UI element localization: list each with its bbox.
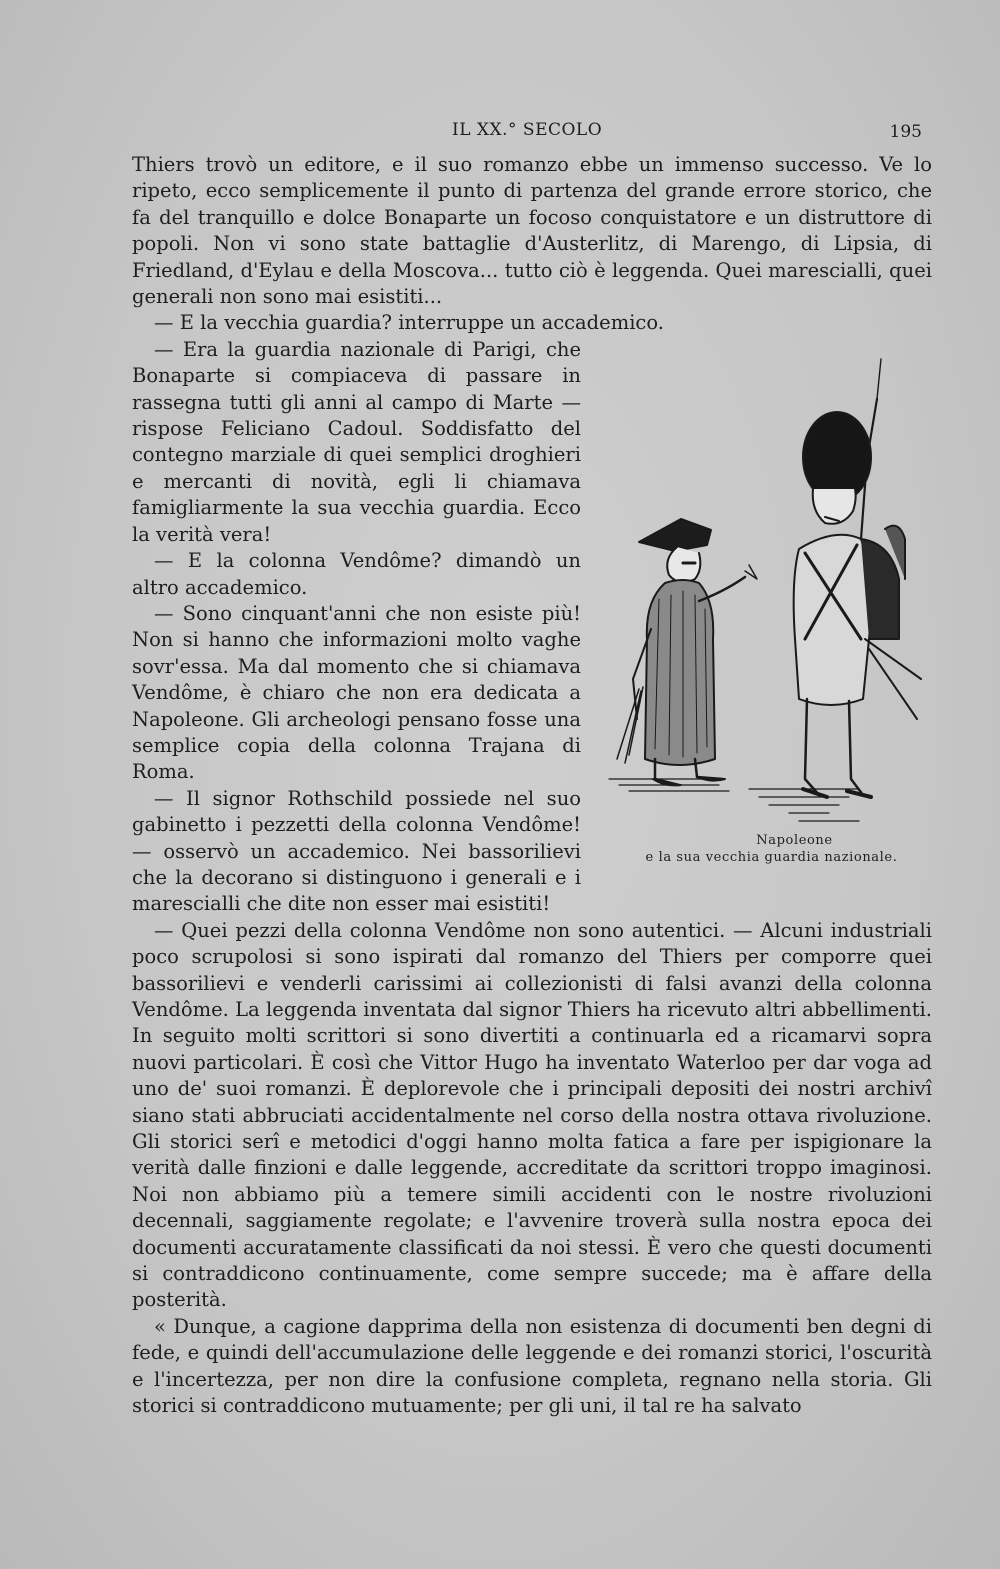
paragraph: — E la colonna Vendôme? dimandò un altro accademico.	[132, 549, 581, 599]
paragraph: — E la vecchia guardia? interruppe un accademico.	[154, 311, 664, 335]
body-text	[132, 152, 932, 1420]
illustration-figure	[599, 339, 944, 879]
page-number: 195	[889, 122, 922, 142]
paragraph: — Quei pezzi della colonna Vendôme non sono autentici. — Alcuni industriali poco scrupolosi si sono ispirati dal romanzo del Thiers per comporre quei bassorilievi e venderli carissimi ai collezionisti di falsi avanzi della colonna Vendôme. La leggenda inventata dal signor Thiers ha ricevuto altri abbellimenti. In seguito molti scrittori si sono divertiti a continuarla ed a ricamarvi sopra nuovi particolari. È così che Vittor Hugo ha inventato Waterloo per dar voga ad uno de' suoi romanzi. È deplorevole che i principali depositi dei nostri archivî siano stati abbruciati accidentalmente nel corso della nostra ottava rivoluzione. Gli storici serî e metodici d'oggi hanno molta fatica a fare per ispigionare la verità dalle finzioni e dalle leggende, accreditate da scrittori troppo imaginosi. Noi non abbiamo più a temere simili accidenti con le nostre rivoluzioni decennali, saggiamente regolate; e l'avvenire troverà sulla nostra epoca dei documenti accuratamente classificati da noi stessi. È vero che questi documenti si contraddicono continuamente, come sempre succede; ma è affare della posterità.	[132, 918, 932, 1312]
guard-figure	[794, 359, 921, 797]
caption-line-2: e la sua vecchia guardia nazionale.	[645, 849, 898, 865]
paragraph: « Dunque, a cagione dapprima della non esistenza di documenti ben degni di fede, e quindi dell'accumulazione delle leggende e dei romanzi storici, l'oscurità e l'incertezza, per non dire la confusione completa, regnano nella storia. Gli storici si contraddicono mutuamente; per gli uni, il tal re ha salvato	[132, 1314, 932, 1418]
napoleone-illustration	[599, 339, 944, 829]
paragraph: — Era la guardia nazionale di Parigi, che Bonaparte si compiaceva di passare in rassegna tutti gli anni al campo di Marte — rispose Feliciano Cadoul. Soddisfatto del contegno marziale di quei semplici droghieri e mercanti di novità, egli li chiamava famigliarmente la sua vecchia guardia. Ecco la verità vera!	[132, 337, 581, 546]
caption-line-1: Napoleone	[756, 832, 833, 848]
napoleon-figure	[617, 519, 757, 785]
page-header	[132, 120, 922, 146]
running-title: IL XX.° SECOLO	[452, 120, 603, 140]
ground-hatching	[609, 779, 859, 821]
paragraph: — Sono cinquant'anni che non esiste più! Non si hanno che informazioni molto vaghe sovr'essa. Ma dal momento che si chiamava Vendôme, è chiaro che non era dedicata a Napoleone. Gli archeologi pensano fosse una semplice copia della colonna Trajana di Roma.	[132, 601, 581, 784]
paragraph: — Il signor Rothschild possiede nel suo gabinetto i pezzetti della colonna Vendôme! — osservò un accademico. Nei bassorilievi che la decorano si distinguono i generali e i marescialli che dite non esser mai esistiti!	[132, 786, 581, 916]
paragraph: Thiers trovò un editore, e il suo romanzo ebbe un immenso successo. Ve lo ripeto, ecco semplicemente il punto di partenza del grande errore storico, che fa del tranquillo e dolce Bonaparte un focoso conquistatore e un distruttore di popoli. Non vi sono state battaglie d'Austerlitz, di Marengo, di Lipsia, di Friedland, d'Eylau e della Moscova... tutto ciò è leggenda. Quei marescialli, quei generali non sono mai esistiti...	[132, 153, 932, 309]
figure-caption	[599, 832, 944, 866]
